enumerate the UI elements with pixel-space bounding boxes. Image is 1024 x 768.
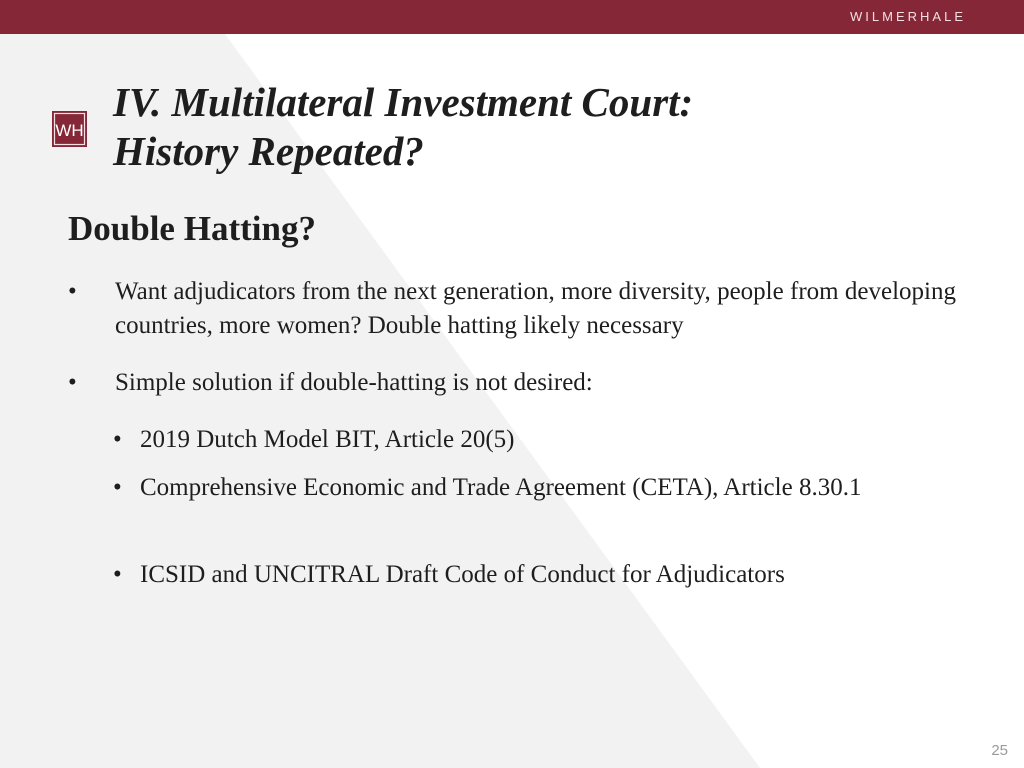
sub-bullet-text: ICSID and UNCITRAL Draft Code of Conduct for Adjudicators — [140, 561, 785, 588]
slide-title-line-1: IV. Multilateral Investment Court: — [113, 79, 694, 125]
bullet-item — [68, 275, 956, 343]
sub-bullet-item — [113, 471, 956, 505]
sub-bullet-text: 2019 Dutch Model BIT, Article 20(5) — [140, 426, 515, 453]
sub-bullet-marker: • — [113, 561, 122, 588]
bullet-text: Simple solution if double-hatting is not desired: — [115, 369, 593, 396]
sub-bullet-marker: • — [113, 426, 122, 453]
slide-title-line-2: History Repeated? — [113, 128, 424, 174]
sub-bullet-item — [113, 558, 956, 592]
section-heading: Double Hatting? — [68, 209, 316, 248]
sub-bullet-text: Comprehensive Economic and Trade Agreement (CETA), Article 8.30.1 — [140, 474, 862, 501]
bullet-item — [68, 366, 956, 400]
brand-name: WILMERHALE — [850, 9, 966, 24]
page-number: 25 — [991, 742, 1008, 759]
bullet-marker: • — [68, 369, 77, 396]
bullet-marker: • — [68, 278, 77, 305]
bullet-text: Want adjudicators from the next generation, more diversity, people from developing countries, more women? Double hatting likely necessary — [115, 278, 956, 339]
brand-bar — [0, 0, 1024, 34]
sub-bullet-item — [113, 423, 956, 457]
sub-bullet-marker: • — [113, 474, 122, 501]
logo-text: WH — [55, 121, 84, 140]
slide-title — [113, 78, 693, 176]
wilmerhale-logo-icon — [52, 111, 87, 147]
